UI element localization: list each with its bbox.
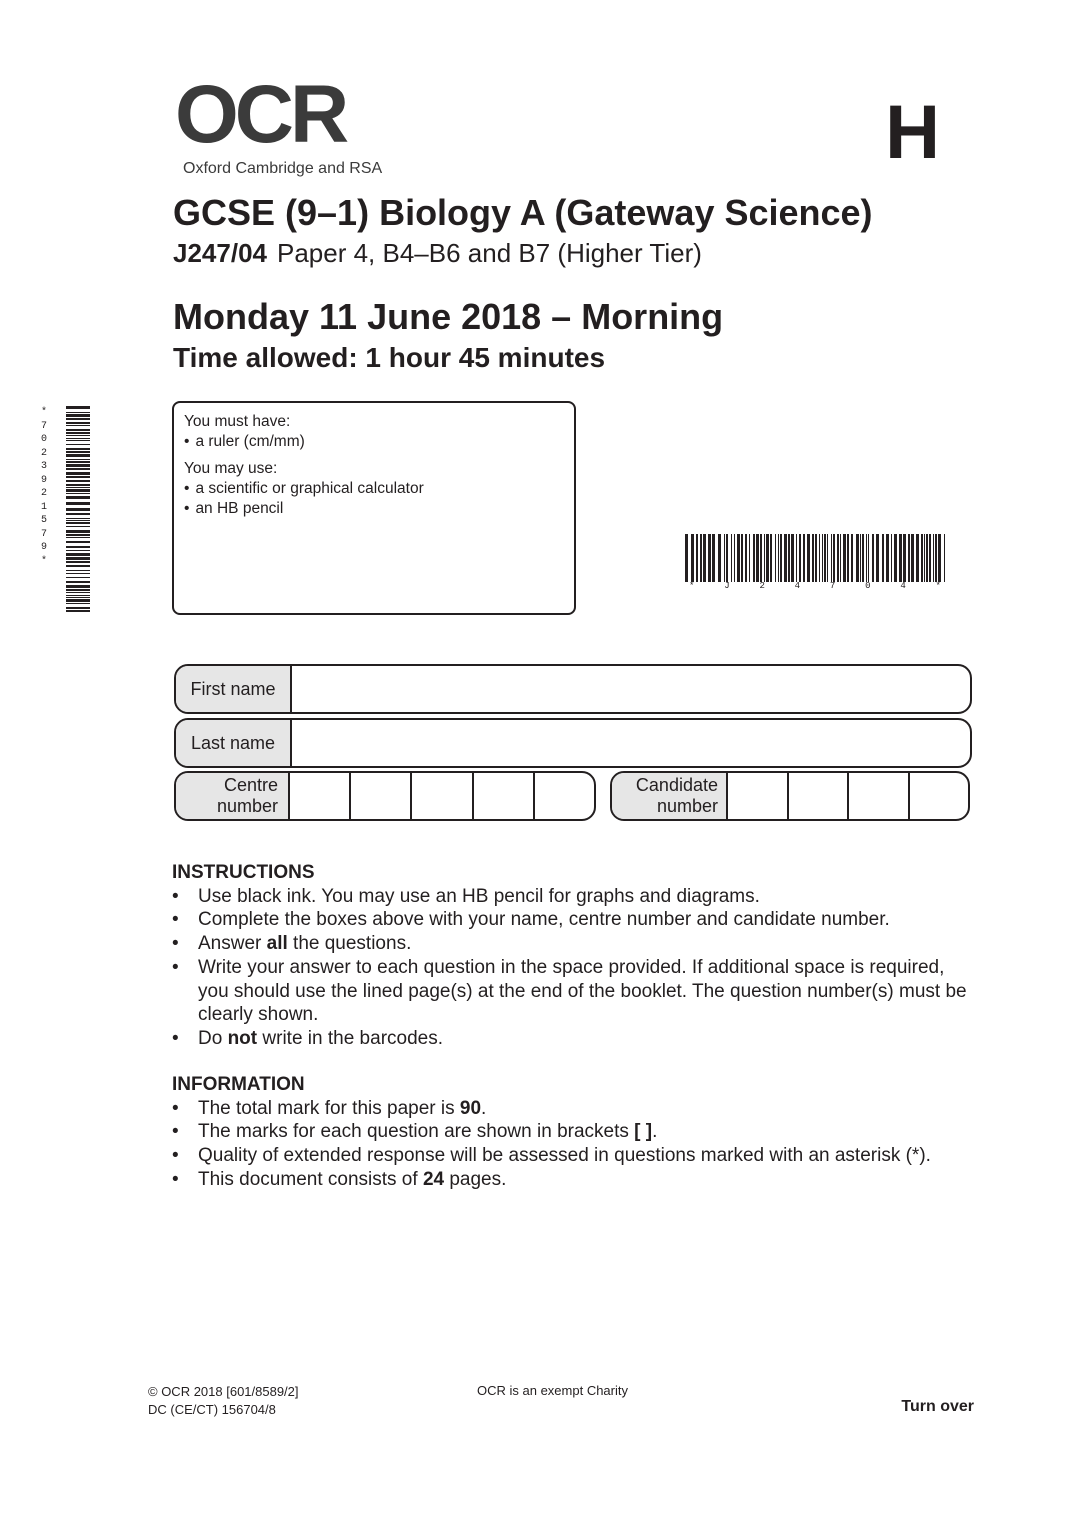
barcode-bar [66,464,90,467]
barcode-bar [741,534,743,582]
centre-number-label: Centre number [176,773,290,819]
barcode-bar [860,534,861,582]
barcode-bar [933,534,934,582]
barcode-bar [760,534,762,582]
list-item: • Answer all the questions. [172,932,972,956]
barcode-bar [876,534,879,582]
barcode-bar [718,534,721,582]
barcode-bar [770,534,772,582]
instructions-heading: INSTRUCTIONS [172,862,315,883]
barcode-bar [66,581,90,583]
barcode-bar [691,534,694,582]
centre-digit-box[interactable] [533,773,594,819]
barcode-bar [916,534,919,582]
barcode-bar [66,432,90,434]
barcode-bar [66,565,90,567]
barcode-bar [749,534,750,582]
barcode-bar [924,534,925,582]
barcode-bar [788,534,790,582]
barcode-bar [66,577,90,578]
barcode-bar [66,537,90,538]
centre-digit-box[interactable] [349,773,410,819]
logo-tagline: Oxford Cambridge and RSA [183,160,383,177]
candidate-number-row [610,771,970,821]
barcode-bar [935,534,937,582]
centre-number-row [174,771,596,821]
barcode-bar [840,534,841,582]
barcode-bar [66,553,90,556]
barcode-bar [882,534,884,582]
barcode-bar [66,557,90,560]
barcode-bar [66,422,90,424]
time-allowed: Time allowed: 1 hour 45 minutes [173,342,606,373]
barcode-bar [66,496,90,499]
barcode-bar [938,534,941,582]
barcode-bar [812,534,814,582]
barcode-bar [66,459,90,460]
candidate-digit-box[interactable] [787,773,848,819]
barcode-bar [66,448,90,450]
list-item: • Complete the boxes above with your name, centre number and candidate number. [172,908,972,932]
barcode-bar [66,429,90,431]
barcode-bar [745,534,747,582]
must-have-list [184,432,564,452]
barcode-bar [66,451,90,453]
barcode-bar [66,454,90,457]
barcode-bar [799,534,801,582]
barcode-bar [831,534,832,582]
barcode-bar [753,534,755,582]
barcode-bar [66,573,90,574]
barcode-bar [66,468,90,470]
barcode-bar [778,534,779,582]
barcode-bar [824,534,826,582]
barcode-bar [66,440,90,441]
barcode-bar [66,513,90,515]
turn-over: Turn over [901,1398,974,1415]
may-use-list [184,479,564,519]
last-name-label: Last name [176,720,292,766]
barcode-bar [756,534,759,582]
barcode-bar [66,520,90,521]
barcode-bar [66,546,90,548]
barcode-bar [827,534,828,582]
barcode-bar [66,597,90,598]
first-name-field[interactable] [292,666,970,712]
centre-digit-box[interactable] [410,773,471,819]
first-name-label: First name [176,666,292,712]
barcode-bar [66,489,90,492]
barcode-bar [66,526,90,527]
barcode-bar [796,534,797,582]
last-name-row [174,718,972,768]
must-have-heading: You must have: [184,413,291,430]
barcode-bar [66,599,90,602]
footer-left [148,1383,299,1419]
barcode-bar [66,541,90,543]
information-section [172,1073,982,1192]
centre-digit-box[interactable] [290,773,349,819]
barcode-bar [764,534,765,582]
barcode-bar [737,534,740,582]
candidate-number-label: Candidate number [612,773,728,819]
barcode-bar [696,534,698,582]
barcode-bar [837,534,839,582]
barcode-bar [66,589,90,591]
barcode-bar [726,534,728,582]
barcode-bar [899,534,902,582]
tier-letter: H [885,90,940,175]
barcode-bar [66,610,90,612]
instructions-section [172,861,972,1051]
list-item: • Use black ink. You may use an HB pencil for graphs and diagrams. [172,885,972,909]
barcode-bar [66,518,90,519]
barcode-bar [66,418,90,420]
barcode-bar [66,438,90,439]
barcode-bar [66,412,90,413]
barcode-bar [921,534,923,582]
list-item: • This document consists of 24 pages. [172,1168,982,1192]
barcode-bar [872,534,874,582]
barcode-bar [66,484,90,486]
barcode-bar [894,534,897,582]
barcode-left [66,406,90,612]
barcode-bar [803,534,805,582]
barcode-right [685,534,945,582]
barcode-bar [66,603,90,604]
barcode-bar [685,534,688,582]
barcode-bar [791,534,794,582]
barcode-bar [66,435,90,436]
barcode-bar [66,522,90,524]
barcode-bar [66,570,90,571]
barcode-bar [66,502,90,505]
barcode-bar [66,472,90,475]
document-ref: DC (CE/CT) 156704/8 [148,1402,276,1417]
equipment-box [172,401,576,615]
barcode-bar [944,534,945,582]
barcode-bar [807,534,810,582]
logo-wordmark: OCR [175,69,346,160]
barcode-bar [66,487,90,488]
list-item: • The total mark for this paper is 90. [172,1097,982,1121]
list-item: • Write your answer to each question in the space provided. If additional space is required, you should use the lined page(s) at the end of the booklet. The question number(s) must be clearly shown. [172,956,972,1027]
barcode-bar [833,534,835,582]
barcode-bar [66,406,90,409]
barcode-left-digits: * 7 0 2 3 9 2 1 5 7 9 * [40,407,47,567]
information-list [172,1097,982,1192]
barcode-bar [891,534,892,582]
barcode-bar [856,534,859,582]
exam-date: Monday 11 June 2018 – Morning [173,296,724,337]
barcode-bar [724,534,725,582]
barcode-bar [703,534,706,582]
barcode-bar [843,534,846,582]
barcode-bar [886,534,889,582]
barcode-bar [66,607,90,609]
list-item: • The marks for each question are shown in brackets [ ]. [172,1120,982,1144]
barcode-bar [815,534,817,582]
paper-description: Paper 4, B4–B6 and B7 (Higher Tier) [276,238,702,268]
barcode-bar [731,534,732,582]
barcode-bar [851,534,853,582]
barcode-bar [708,534,711,582]
barcode-bar [866,534,867,582]
barcode-bar [929,534,931,582]
list-item: • Quality of extended response will be assessed in questions marked with an asterisk (*). [172,1144,982,1168]
barcode-bar [66,550,90,551]
barcode-bar [66,561,90,563]
charity-note: OCR is an exempt Charity [477,1383,628,1398]
candidate-digit-box[interactable] [847,773,908,819]
candidate-digit-box[interactable] [728,773,787,819]
barcode-bar [822,534,823,582]
list-item: • Do not write in the barcodes. [172,1027,972,1051]
barcode-bar [66,534,90,536]
barcode-bar [66,480,90,482]
barcode-bar [66,595,90,596]
barcode-bar [66,425,90,426]
barcode-bar [784,534,787,582]
information-heading: INFORMATION [172,1074,305,1095]
barcode-bar [700,534,702,582]
barcode-bar [911,534,914,582]
copyright-text: © OCR 2018 [601/8589/2] [148,1384,299,1399]
barcode-bar [712,534,715,582]
centre-digit-box[interactable] [472,773,533,819]
barcode-bar [903,534,906,582]
barcode-bar [926,534,928,582]
first-name-row [174,664,972,714]
paper-code: J247/04 [173,238,267,268]
barcode-bar [908,534,910,582]
barcode-bar [66,476,90,478]
may-use-heading: You may use: [184,460,278,477]
barcode-bar [66,493,90,494]
barcode-bar [819,534,820,582]
barcode-bar [66,585,90,588]
barcode-bar [775,534,776,582]
barcode-bar [66,461,90,463]
barcode-bar [66,508,90,511]
instructions-list [172,885,972,1051]
list-item: • an HB pencil [184,499,564,519]
barcode-bar [862,534,864,582]
barcode-bar [66,414,90,417]
barcode-bar [868,534,869,582]
barcode-bar [66,444,90,445]
barcode-bar [734,534,735,582]
barcode-right-digits: * J 2 4 7 0 4 * [689,581,941,591]
last-name-field[interactable] [292,720,970,766]
list-item: • a ruler (cm/mm) [184,432,564,452]
paper-title: GCSE (9–1) Biology A (Gateway Science) [173,192,873,233]
list-item: • a scientific or graphical calculator [184,479,564,499]
barcode-bar [66,592,90,593]
barcode-bar [847,534,849,582]
barcode-bar [766,534,769,582]
barcode-bar [780,534,782,582]
paper-code-line [173,238,702,269]
candidate-digit-box[interactable] [908,773,969,819]
barcode-bar [66,530,90,533]
